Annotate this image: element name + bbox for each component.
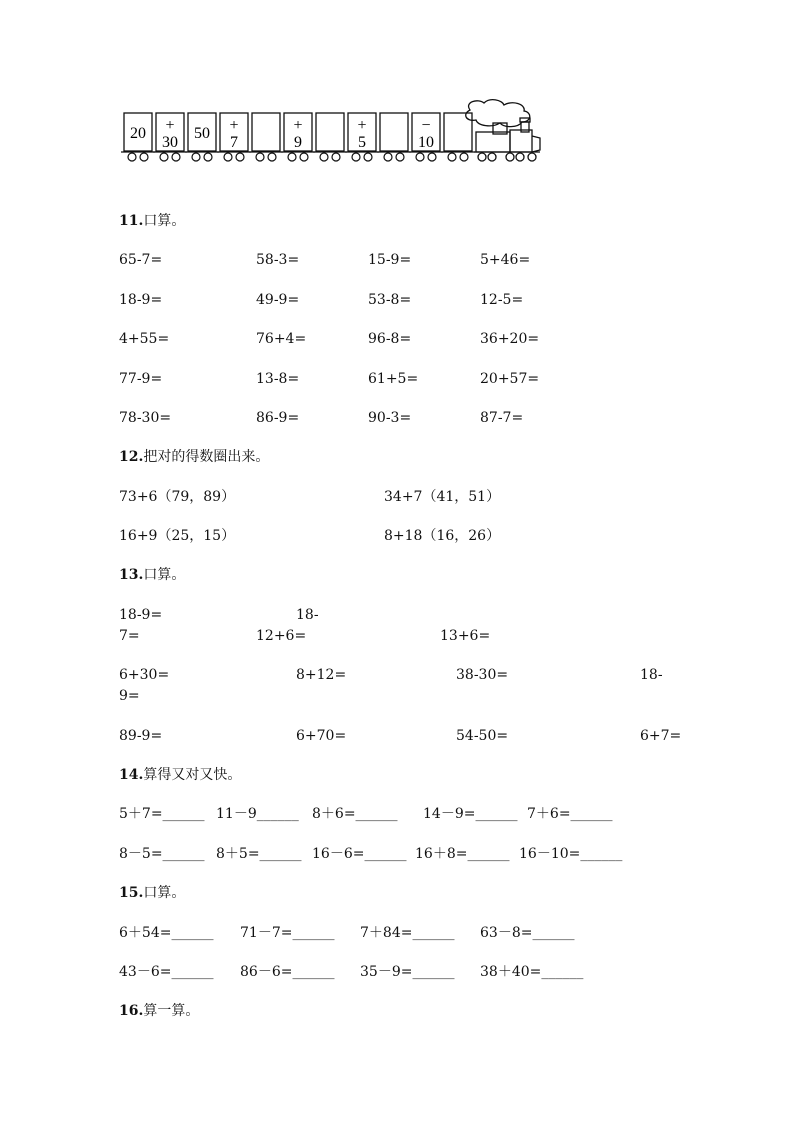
problem: 77-9= xyxy=(119,371,163,387)
car-number: 9 xyxy=(294,134,302,151)
section-15-heading xyxy=(119,884,185,902)
car-operator: + xyxy=(165,117,175,134)
problem: 86－6=______ xyxy=(240,964,335,980)
problem: 20+57= xyxy=(480,371,540,387)
car-number: 5 xyxy=(358,134,366,151)
train-car xyxy=(153,113,187,161)
problem: 11－9______ xyxy=(216,806,299,822)
problem: 5+46= xyxy=(480,252,531,268)
train-car xyxy=(313,113,347,161)
problem: 8－5=______ xyxy=(119,846,205,862)
problem: 5＋7=______ xyxy=(119,806,205,822)
train-car xyxy=(185,113,219,161)
car-operator: − xyxy=(421,117,431,134)
section-number: 16. xyxy=(119,1003,144,1019)
problem: 78-30= xyxy=(119,410,172,426)
problem: 16＋8=______ xyxy=(415,846,510,862)
locomotive xyxy=(466,100,540,161)
problem: 54-50= xyxy=(456,728,509,744)
problem: 43－6=______ xyxy=(119,964,214,980)
problem: 7= xyxy=(119,628,140,644)
problem: 35－9=______ xyxy=(360,964,455,980)
problem: 53-8= xyxy=(368,292,412,308)
problem: 89-9= xyxy=(119,728,163,744)
section-14-heading xyxy=(119,766,241,784)
problem: 4+55= xyxy=(119,331,170,347)
section-title: 口算。 xyxy=(143,885,186,901)
car-number: 20 xyxy=(130,125,146,142)
problem: 8+12= xyxy=(296,667,347,683)
section-11-heading xyxy=(119,212,185,230)
problem: 34+7（41，51） xyxy=(384,489,501,505)
problem: 90-3= xyxy=(368,410,412,426)
section-title: 把对的得数圈出来。 xyxy=(143,449,270,465)
problem: 86-9= xyxy=(256,410,300,426)
train-car xyxy=(281,113,315,161)
section-number: 11. xyxy=(119,213,144,229)
train-car xyxy=(377,113,411,161)
section-13-heading xyxy=(119,566,185,584)
problem: 7＋6=______ xyxy=(527,806,613,822)
car-number: 7 xyxy=(230,134,238,151)
problem: 63－8=______ xyxy=(480,925,575,941)
problem: 58-3= xyxy=(256,252,300,268)
problem: 16－10=______ xyxy=(519,846,623,862)
section-number: 13. xyxy=(119,567,144,583)
problem: 13+6= xyxy=(440,628,491,644)
train-car xyxy=(345,113,379,161)
problem: 61+5= xyxy=(368,371,419,387)
section-number: 15. xyxy=(119,885,144,901)
car-operator: + xyxy=(229,117,239,134)
section-title: 算得又对又快。 xyxy=(143,767,242,783)
problem: 96-8= xyxy=(368,331,412,347)
problem: 18- xyxy=(296,607,319,623)
car-number: 10 xyxy=(418,134,434,151)
problem: 18-9= xyxy=(119,607,163,623)
problem: 12-5= xyxy=(480,292,524,308)
problem: 8＋6=______ xyxy=(312,806,398,822)
problem: 7＋84=______ xyxy=(360,925,455,941)
car-operator: + xyxy=(293,117,303,134)
problem: 73+6（79，89） xyxy=(119,489,236,505)
section-12-heading xyxy=(119,448,269,466)
problem: 15-9= xyxy=(368,252,412,268)
problem: 65-7= xyxy=(119,252,163,268)
problem: 6＋54=______ xyxy=(119,925,214,941)
problem: 6+70= xyxy=(296,728,347,744)
problem: 13-8= xyxy=(256,371,300,387)
problem: 6+7= xyxy=(640,728,682,744)
problem: 49-9= xyxy=(256,292,300,308)
problem: 76+4= xyxy=(256,331,307,347)
problem: 87-7= xyxy=(480,410,524,426)
section-title: 口算。 xyxy=(143,213,186,229)
section-16-heading xyxy=(119,1002,199,1020)
problem: 36+20= xyxy=(480,331,540,347)
problem: 12+6= xyxy=(256,628,307,644)
problem: 38-30= xyxy=(456,667,509,683)
problem: 8+18（16，26） xyxy=(384,528,501,544)
problem: 8＋5=______ xyxy=(216,846,302,862)
problem: 9= xyxy=(119,688,140,704)
section-number: 12. xyxy=(119,449,144,465)
problem: 18- xyxy=(640,667,663,683)
car-operator: + xyxy=(357,117,367,134)
car-number: 50 xyxy=(194,125,210,142)
problem: 6+30= xyxy=(119,667,170,683)
problem: 16+9（25，15） xyxy=(119,528,236,544)
problem: 18-9= xyxy=(119,292,163,308)
problem: 71－7=______ xyxy=(240,925,335,941)
train-car xyxy=(249,113,283,161)
train-car xyxy=(217,113,251,161)
problem: 38＋40=______ xyxy=(480,964,584,980)
section-title: 口算。 xyxy=(143,567,186,583)
problem: 16－6=______ xyxy=(312,846,407,862)
car-number: 30 xyxy=(162,134,178,151)
section-title: 算一算。 xyxy=(143,1003,200,1019)
train-car xyxy=(409,113,443,161)
train-car xyxy=(121,113,155,161)
section-number: 14. xyxy=(119,767,144,783)
problem: 14－9=______ xyxy=(423,806,518,822)
train-illustration xyxy=(118,98,548,168)
